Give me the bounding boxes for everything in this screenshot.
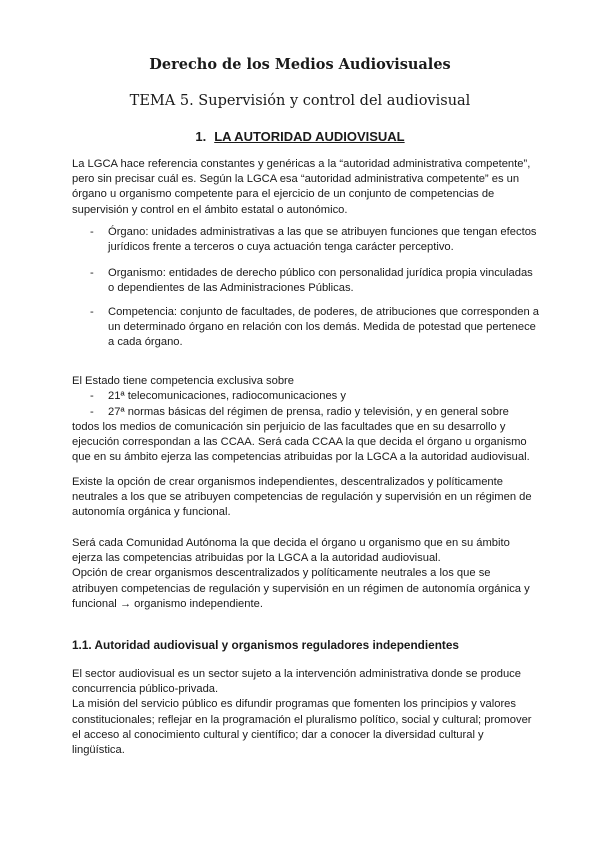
intro-paragraph: La LGCA hace referencia constantes y genéricas a la “autoridad administrativa competente”, pero sin precisar cuál es. Según la LGCA esa “autoridad administrativa competente” es un órgano u organismo competente para el ejercicio de un conjunto de competencias de supervisión y control en el ámbito estatal o autonómico.: [72, 158, 531, 216]
ca-paragraph-line: Opción de crear organismos descentralizados y políticamente neutrales a los que se atribuyen competencias de regulación y supervisión en un régimen de autonomía orgánica y funcional → organismo independiente.: [72, 567, 530, 610]
bullet-dash: -: [90, 267, 94, 279]
subsection-heading: 1.1. Autoridad audiovisual y organismos reguladores independientes: [72, 638, 459, 652]
state-continuation: todos los medios de comunicación sin perjuicio de las facultades que en su desarrollo y ejecución correspondan a las CCAA. Será cada CCAA la que decida el órgano u organismo que en su ámbito ejerza las competencias atribuidas por la LGCA a la autoridad audiovisual.: [72, 421, 530, 464]
ca-paragraph: [72, 536, 532, 612]
bullet-dash: -: [90, 306, 94, 318]
state-intro: El Estado tiene competencia exclusiva sobre: [72, 375, 295, 387]
definition-item: [90, 266, 540, 296]
topic-title: TEMA 5. Supervisión y control del audiovisual: [129, 93, 471, 109]
definition-item: [90, 305, 540, 351]
bullet-dash: -: [90, 226, 94, 238]
bullet-dash: -: [90, 406, 94, 418]
subsection-body: [72, 667, 532, 758]
state-item-text: 21ª telecomunicaciones, radiocomunicaciones y: [108, 390, 346, 402]
definition-item: [90, 225, 540, 255]
ca-paragraph-line: Será cada Comunidad Autónoma la que decida el órgano u organismo que en su ámbito ejerza las competencias atribuidas por la LGCA a la autoridad audiovisual.: [72, 537, 510, 565]
section-title: LA AUTORIDAD AUDIOVISUAL: [214, 129, 405, 144]
definition-text: Órgano: unidades administrativas a las que se atribuyen funciones que tengan efectos jurídicos frente a terceros o cuya actuación tenga carácter perceptivo.: [108, 226, 537, 254]
state-item: [90, 405, 540, 420]
course-title: Derecho de los Medios Audiovisuales: [149, 56, 451, 73]
definition-text: Organismo: entidades de derecho público con personalidad jurídica propia vinculadas o dependientes de las Administraciones Públicas.: [108, 267, 533, 295]
state-item-text: 27ª normas básicas del régimen de prensa, radio y televisión, y en general sobre: [108, 406, 509, 418]
definition-text: Competencia: conjunto de facultades, de poderes, de atribuciones que corresponden a un determinado órgano en relación con los demás. Medida de potestad que pertenece a cada órgano.: [108, 306, 540, 349]
bullet-dash: -: [90, 390, 94, 402]
state-item: [90, 389, 540, 404]
subsection-paragraph: La misión del servicio público es difundir programas que fomenten los principios y valores constitucionales; reflejar en la programación el pluralismo político, social y cultural; promover el acceso al conocimiento cultural y científico; dar a conocer la diversidad cultural y lingüística.: [72, 698, 532, 757]
section-number: 1.: [195, 129, 207, 144]
section-heading: [0, 129, 600, 144]
subsection-paragraph: El sector audiovisual es un sector sujeto a la intervención administrativa donde se produce concurrencia público-privada.: [72, 668, 521, 696]
option-paragraph: Existe la opción de crear organismos independientes, descentralizados y políticamente neutrales a los que se atribuyen competencias de regulación y supervisión en un régimen de autonomía orgánica y funcional.: [72, 476, 532, 519]
